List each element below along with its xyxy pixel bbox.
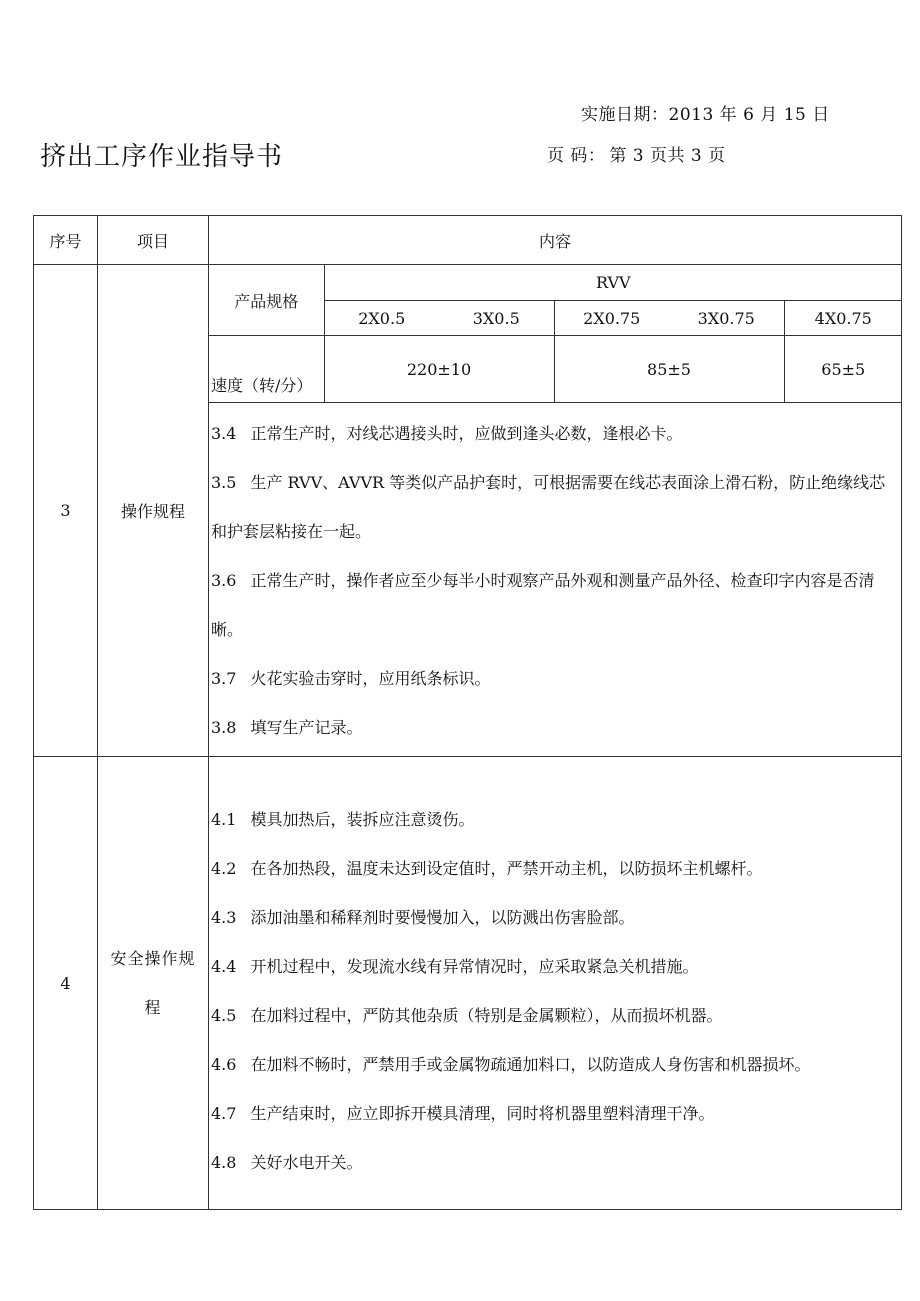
step-item [211, 795, 893, 844]
step-text: 正常生产时，操作者应至少每半小时观察产品外观和测量产品外径、检查印字内容是否清晰。 [211, 571, 875, 639]
step-item [211, 1089, 893, 1138]
step-item [211, 1138, 893, 1187]
header-content: 内容 [209, 216, 902, 265]
spec-product-row [209, 265, 902, 301]
section-3-steps-cell [209, 403, 902, 757]
step-text: 填写生产记录。 [250, 718, 363, 737]
step-number: 4.2 [211, 859, 237, 878]
section-4-steps [209, 757, 901, 1209]
speed-label: 速度（转/分） [209, 336, 324, 403]
section-3-steps [209, 403, 901, 756]
implementation-date [581, 100, 830, 125]
table-header-row [34, 216, 902, 265]
section-4-item: 安全操作规程 [98, 757, 209, 1210]
size-value: 3X0.75 [697, 308, 755, 328]
page-number [547, 141, 726, 166]
size-group-2 [554, 301, 784, 336]
size-group-1 [324, 301, 554, 336]
spec-cell [209, 265, 902, 403]
date-label: 实施日期： [581, 105, 669, 125]
step-text: 在各加热段，温度未达到设定值时，严禁开动主机，以防损坏主机螺杆。 [250, 859, 763, 878]
speed-value: 220±10 [324, 336, 554, 403]
step-item [211, 409, 893, 458]
step-number: 4.8 [211, 1153, 237, 1172]
step-item [211, 654, 893, 703]
spec-table [209, 265, 902, 402]
step-number: 3.8 [211, 718, 237, 737]
step-item [211, 942, 893, 991]
step-number: 4.4 [211, 957, 237, 976]
size-value: 2X0.5 [358, 308, 406, 328]
step-item [211, 991, 893, 1040]
step-text: 模具加热后，装拆应注意烫伤。 [250, 810, 475, 829]
step-text: 生产结束时，应立即拆开模具清理，同时将机器里塑料清理干净。 [250, 1104, 715, 1123]
step-item [211, 893, 893, 942]
step-text: 在加料不畅时，严禁用手或金属物疏通加料口，以防造成人身伤害和机器损坏。 [250, 1055, 811, 1074]
spec-product-name: RVV [324, 265, 902, 301]
step-number: 3.7 [211, 669, 237, 688]
step-item [211, 556, 893, 654]
step-text: 生产 RVV、AVVR 等类似产品护套时，可根据需要在线芯表面涂上滑石粉，防止绝缘线芯和护套层粘接在一起。 [211, 473, 886, 541]
header-item: 项目 [98, 216, 209, 265]
section-3-seq: 3 [34, 265, 98, 757]
step-number: 4.3 [211, 908, 237, 927]
step-item [211, 844, 893, 893]
step-item [211, 703, 893, 752]
section-3-item: 操作规程 [98, 265, 209, 757]
step-number: 4.6 [211, 1055, 237, 1074]
date-value: 2013 年 6 月 15 日 [668, 105, 830, 125]
size-value: 2X0.75 [583, 308, 641, 328]
section-3-spec-row [34, 265, 902, 403]
section-4-row [34, 757, 902, 1210]
step-number: 3.5 [211, 473, 237, 492]
step-number: 4.7 [211, 1104, 237, 1123]
step-number: 4.5 [211, 1006, 237, 1025]
step-item [211, 458, 893, 556]
page-value: 第 3 页共 3 页 [609, 146, 726, 166]
speed-value: 85±5 [554, 336, 784, 403]
spec-speed-row [209, 336, 902, 403]
step-text: 火花实验击穿时，应用纸条标识。 [250, 669, 491, 688]
size-value: 4X0.75 [784, 301, 902, 336]
header-seq: 序号 [34, 216, 98, 265]
step-number: 3.6 [211, 571, 237, 590]
step-text: 关好水电开关。 [250, 1153, 363, 1172]
instruction-table [33, 215, 902, 1210]
spec-label: 产品规格 [209, 265, 324, 336]
page-label: 页 码： [547, 146, 606, 166]
size-value: 3X0.5 [472, 308, 520, 328]
step-text: 在加料过程中，严防其他杂质（特别是金属颗粒），从而损坏机器。 [250, 1006, 723, 1025]
section-4-seq: 4 [34, 757, 98, 1210]
section-4-steps-cell [209, 757, 902, 1210]
step-number: 4.1 [211, 810, 237, 829]
step-text: 添加油墨和稀释剂时要慢慢加入，以防溅出伤害脸部。 [250, 908, 635, 927]
speed-value: 65±5 [784, 336, 902, 403]
step-item [211, 1040, 893, 1089]
step-text: 正常生产时，对线芯遇接头时，应做到逢头必数，逢根必卡。 [250, 424, 683, 443]
step-text: 开机过程中，发现流水线有异常情况时，应采取紧急关机措施。 [250, 957, 699, 976]
step-number: 3.4 [211, 424, 237, 443]
document-title: 挤出工序作业指导书 [40, 142, 284, 172]
